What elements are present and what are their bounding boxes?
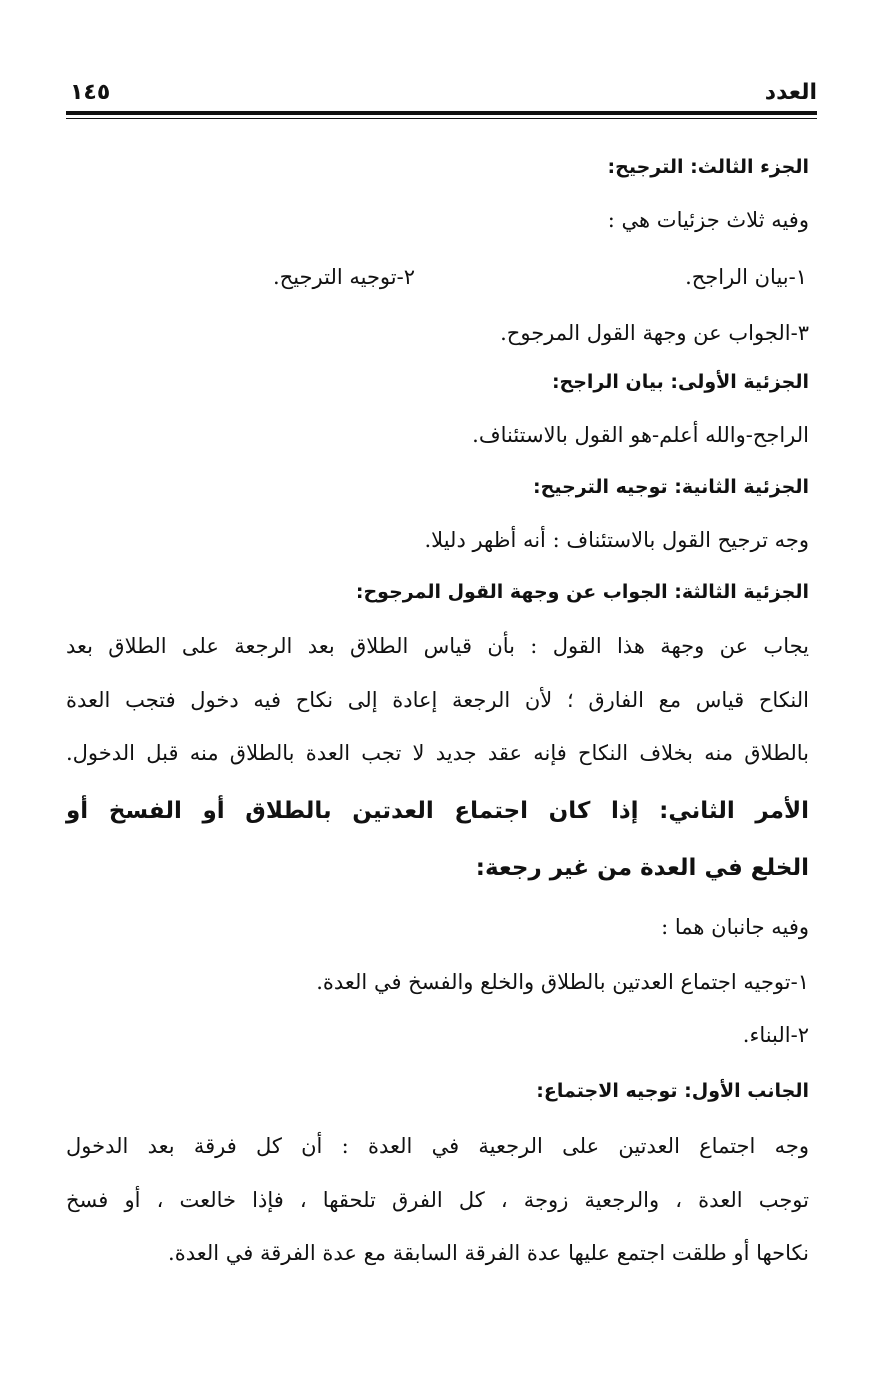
heading-part3: الجزء الثالث: الترجيح:	[607, 156, 809, 178]
running-header	[66, 80, 817, 110]
paragraph-sub2: وجه ترجيح القول بالاستئناف : أنه أظهر دليلا.	[424, 528, 809, 552]
heading-sub3: الجزئية الثالثة: الجواب عن وجهة القول المرجوح:	[355, 581, 809, 603]
paragraph-side1-line1: وجه اجتماع العدتين على الرجعية في العدة : أن كل فرقة بعد الدخول	[66, 1134, 809, 1158]
header-rule-thin	[66, 118, 817, 119]
header-rule-thick	[66, 111, 817, 115]
list-item-1: ١-بيان الراجح.	[685, 265, 807, 289]
paragraph-side1-line3: نكاحها أو طلقت اجتمع عليها عدة الفرقة السابقة مع عدة الفرقة في العدة.	[168, 1241, 809, 1265]
paragraph-sub3-line1: يجاب عن وجهة هذا القول : بأن قياس الطلاق بعد الرجعة على الطلاق بعد	[66, 634, 809, 658]
paragraph-sub3-line2: النكاح قياس مع الفارق ؛ لأن الرجعة إعادة إلى نكاح فيه دخول فتجب العدة	[66, 688, 809, 712]
paragraph-sub3-line3: بالطلاق منه بخلاف النكاح فإنه عقد جديد لا تجب العدة بالطلاق منه قبل الدخول.	[66, 741, 809, 765]
paragraph-side1-line2: توجب العدة ، والرجعية زوجة ، كل الفرق تلحقها ، فإذا خالعت ، أو فسخ	[66, 1188, 809, 1212]
heading-sub2: الجزئية الثانية: توجيه الترجيح:	[533, 476, 809, 498]
heading-side1: الجانب الأول: توجيه الاجتماع:	[536, 1080, 809, 1102]
heading-amr2-line1: الأمر الثاني: إذا كان اجتماع العدتين بالطلاق أو الفسخ أو	[66, 798, 809, 824]
page-number: ١٤٥	[70, 80, 111, 105]
intro-part3: وفيه ثلاث جزئيات هي :	[607, 208, 809, 232]
paragraph-sub1: الراجح-والله أعلم-هو القول بالاستئناف.	[472, 423, 809, 447]
intro-amr2: وفيه جانبان هما :	[661, 915, 809, 939]
heading-sub1: الجزئية الأولى: بيان الراجح:	[551, 371, 809, 393]
list-item-3: ٣-الجواب عن وجهة القول المرجوح.	[500, 321, 809, 345]
chapter-title: العدد	[764, 80, 817, 105]
list-item-2: ٢-توجيه الترجيح.	[272, 265, 415, 289]
list-amr2-item-2: ٢-البناء.	[742, 1023, 809, 1047]
heading-amr2-line2: الخلع في العدة من غير رجعة:	[475, 855, 809, 881]
list-amr2-item-1: ١-توجيه اجتماع العدتين بالطلاق والخلع والفسخ في العدة.	[316, 970, 809, 994]
